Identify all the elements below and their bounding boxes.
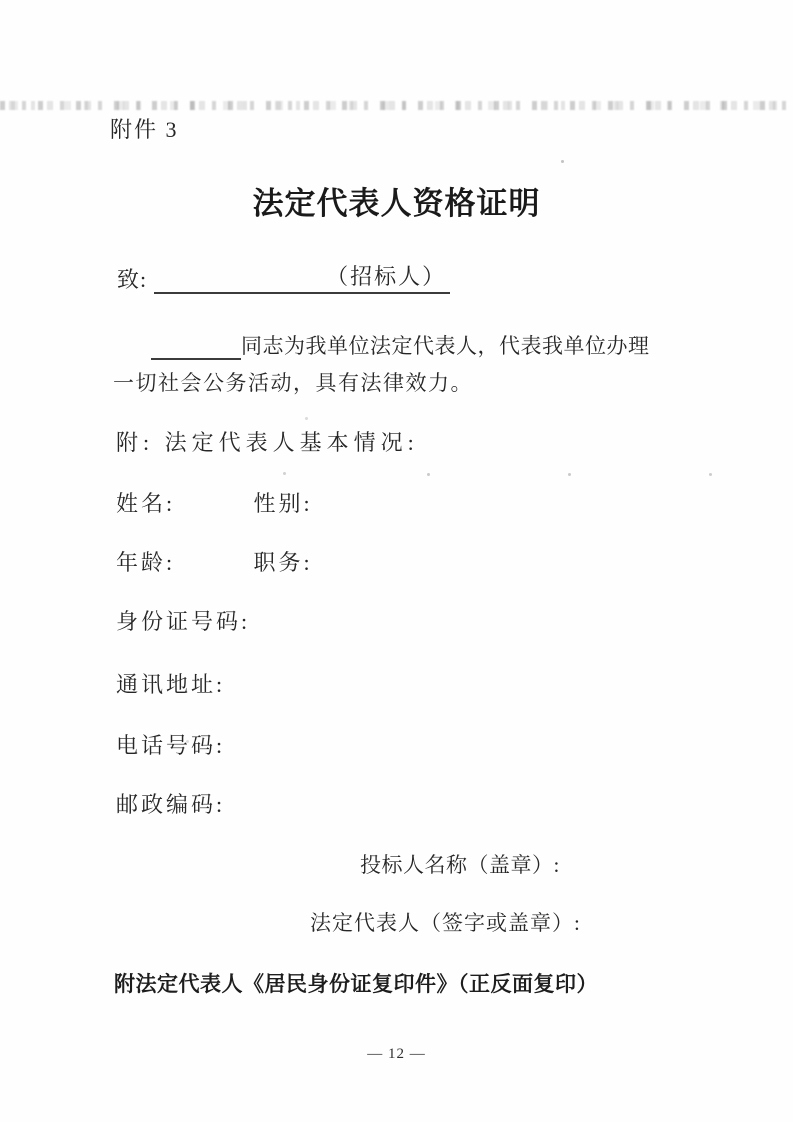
basic-info-heading: 附: 法定代表人基本情况: (116, 430, 419, 455)
age-field-label: 年龄: (116, 550, 176, 575)
bidder-seal-line: 投标人名称（盖章）: (360, 853, 560, 877)
declaration-line-1 (151, 330, 650, 360)
recipient-underline-field (154, 260, 450, 294)
name-gender-row (116, 487, 313, 518)
name-field-label: 姓名: (116, 491, 176, 516)
recipient-hint: （招标人） (326, 264, 447, 289)
legal-rep-signature-line: 法定代表人（签字或盖章）: (310, 911, 581, 935)
legal-rep-name-blank-field (151, 334, 241, 360)
scan-speck-dots (561, 160, 564, 163)
declaration-line-2: 一切社会公务活动，具有法律效力。 (113, 371, 473, 395)
address-field-label: 通讯地址: (116, 672, 226, 697)
footer-note: 附法定代表人《居民身份证复印件》（正反面复印） (114, 972, 598, 996)
salutation-line (117, 260, 450, 294)
declaration-line-1-text: 同志为我单位法定代表人，代表我单位办理 (241, 334, 650, 358)
id-number-field-label: 身份证号码: (116, 609, 251, 634)
scan-noise-band (0, 101, 793, 110)
salutation-prefix: 致: (117, 267, 148, 292)
age-position-row (116, 546, 313, 577)
gender-field-label: 性别: (253, 491, 313, 516)
position-field-label: 职务: (253, 550, 313, 575)
attachment-label: 附件 3 (110, 117, 179, 142)
phone-field-label: 电话号码: (116, 733, 226, 758)
page-number: — 12 — (367, 1046, 426, 1062)
document-title: 法定代表人资格证明 (252, 186, 541, 221)
postal-code-field-label: 邮政编码: (116, 792, 226, 817)
